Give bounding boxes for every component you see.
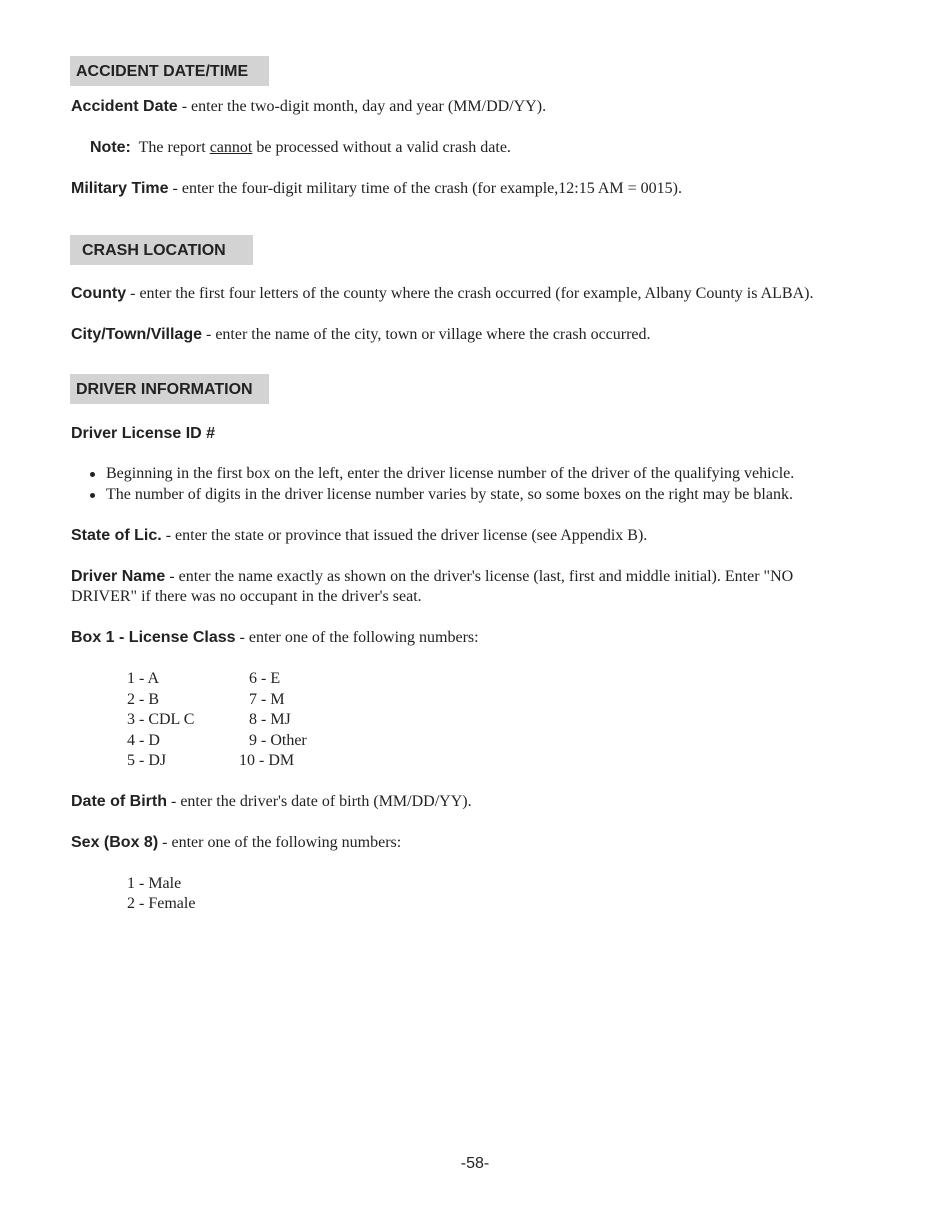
license-class-entry [71, 628, 479, 648]
dob-label: Date of Birth [71, 793, 167, 810]
driver-name-text-2: DRIVER" if there was no occupant in the driver's seat. [71, 588, 422, 605]
class-option: 8 - MJ [249, 711, 291, 728]
section-header-location: CRASH LOCATION [70, 235, 253, 265]
class-option: 7 - M [249, 691, 285, 708]
military-time-text: - enter the four-digit military time of the crash (for example,12:15 AM = 0015). [168, 180, 682, 197]
sex-label: Sex (Box 8) [71, 834, 159, 851]
accident-note [90, 138, 511, 158]
note-text-emphasis: cannot [209, 139, 253, 156]
military-time-label: Military Time [71, 180, 169, 197]
class-option: 6 - E [249, 670, 281, 687]
driver-name-entry [71, 567, 793, 587]
driver-name-text-1: - enter the name exactly as shown on the driver's license (last, first and middle initial). Enter "NO [165, 568, 794, 585]
state-of-lic-entry [71, 526, 647, 546]
dob-text: - enter the driver's date of birth (MM/DD/YY). [167, 793, 472, 810]
class-option: 4 - D [127, 732, 160, 749]
sex-text: - enter one of the following numbers: [158, 834, 402, 851]
class-option: 10 - DM [239, 752, 295, 769]
dob-entry [71, 792, 472, 812]
accident-date-label: Accident Date [71, 98, 178, 115]
license-bullet-1: Beginning in the first box on the left, enter the driver license number of the driver of the qualifying vehicle. [106, 465, 795, 482]
section-header-accident: ACCIDENT DATE/TIME [70, 56, 269, 86]
class-option: 1 - A [127, 670, 159, 687]
license-class-label: Box 1 - License Class [71, 629, 236, 646]
note-text-post: be processed without a valid crash date. [252, 139, 511, 156]
bullet-icon [90, 472, 95, 477]
class-option: 2 - B [127, 691, 159, 708]
note-text-pre: The report [138, 139, 210, 156]
sex-entry [71, 833, 401, 853]
page-number: -58- [460, 1155, 490, 1172]
county-text: - enter the first four letters of the county where the crash occurred (for example, Albany County is ALBA). [126, 285, 814, 302]
state-of-lic-label: State of Lic. [71, 527, 162, 544]
class-option: 3 - CDL C [127, 711, 195, 728]
driver-license-label: Driver License ID # [71, 425, 216, 442]
license-bullet-2: The number of digits in the driver license number varies by state, so some boxes on the right may be blank. [106, 486, 793, 503]
note-label: Note: [90, 139, 131, 156]
bullet-icon [90, 493, 95, 498]
sex-option: 2 - Female [127, 895, 196, 912]
city-entry [71, 325, 651, 345]
accident-date-entry [71, 97, 546, 117]
county-entry [71, 284, 813, 304]
driver-name-label: Driver Name [71, 568, 166, 585]
section-header-driver: DRIVER INFORMATION [70, 374, 269, 404]
accident-date-text: - enter the two-digit month, day and year (MM/DD/YY). [177, 98, 547, 115]
class-option: 5 - DJ [127, 752, 167, 769]
license-class-text: - enter one of the following numbers: [235, 629, 479, 646]
military-time-entry [71, 179, 682, 199]
state-of-lic-text: - enter the state or province that issued the driver license (see Appendix B). [161, 527, 648, 544]
city-text: - enter the name of the city, town or village where the crash occurred. [201, 326, 651, 343]
county-label: County [71, 285, 127, 302]
class-option: 9 - Other [249, 732, 307, 749]
city-label: City/Town/Village [71, 326, 202, 343]
sex-option: 1 - Male [127, 875, 182, 892]
